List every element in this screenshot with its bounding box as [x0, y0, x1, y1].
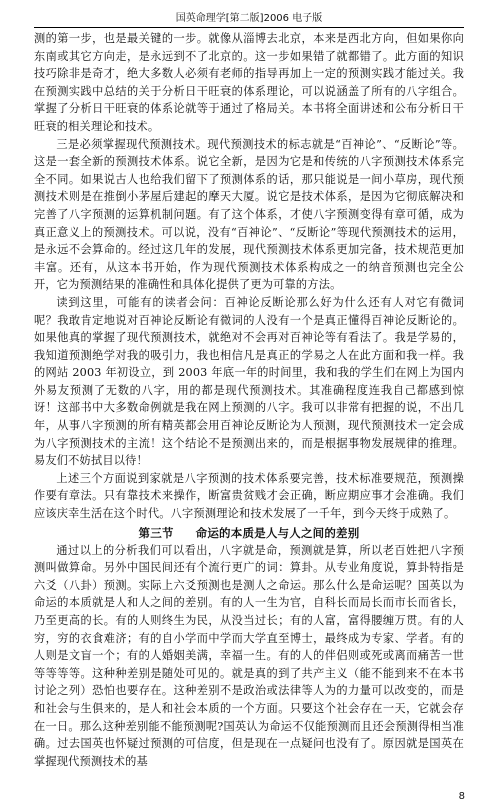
paragraph: 通过以上的分析我们可以看出，八字就是命，预测就是算，所以老百姓把八字预测叫做算命。另外中国民间还有个流行更广的词：算卦。从专业角度说，算卦特指是六爻（八卦）预测。实际上六爻预测也是测人之命运。那么什么是命运呢？国英以为命运的本质就是人和人之间的差别。有的人一生为官，自科长而局长而市长而省长，乃至更高的长。有的人则终生为民，从没当过长；有的人富，富得腰缠万贯。有的人穷，穷的衣食难济；有的自小学而中学而大学直至博士，最终成为专家、学者。有的人则是文盲一个；有的人婚姻美满，幸福一生。有的人的伴侣则或死或离而痛苦一世等等等等。这种种差别是随处可见的。就是真的到了共产主义（能不能到来不在本书讨论之列）恐怕也要存在。这种差别不是政治或法律等人为的力量可以改变的，而是和社会与生俱来的，是人和社会本质的一个方面。只要这个社会存在一天，它就会存在一日。那么这种差别能不能预测呢?国英认为命运不仅能预测而且还会预测得相当准确。过去国英也怀疑过预测的可信度，但是现在一点疑问也没有了。原因就是国英在掌握现代预测技术的基 [34, 543, 464, 768]
section-heading [34, 524, 464, 542]
section-number: 第三节 [138, 525, 174, 540]
page-number: 8 [458, 791, 465, 802]
paragraph: 三是必须掌握现代预测技术。现代预测技术的标志就是“百神论”、“反断论”等。这是一套全新的预测技术体系。说它全新，是因为它是和传统的八字预测技术体系完全不同。如果说古人也给我们留下了预测体系的话，那只能说是一间小草房，现代预测技术则是在推倒小茅屋后建起的摩天大厦。说它是技术体系，是因为它彻底解决和完善了八字预测的运算机制问题。有了这个体系，才使八字预测变得有章可循，成为真正意义上的预测技术。可以说，没有“百神论”、“反断论”等现代预测技术的运用，是永远不会算命的。经过这几年的发展，现代预测技术体系更加完备，技术规范更加丰富。还有，从这本书开始，作为现代预测技术体系构成之一的纳音预测也完全公开，它为预测结果的准确性和具体化提供了更为可靠的方法。 [34, 137, 464, 292]
paragraph: 读到这里，可能有的读者会问：百神论反断论那么好为什么还有人对它有微词呢？我敢肯定地说对百神论反断论有微词的人没有一个是真正懂得百神论反断论的。如果他真的掌握了现代预测技术，就绝对不会再对百神论等有看法了。我是学易的，我知道预测绝学对我的吸引力，我也相信凡是真正的学易之人在此方面和我一样。我的网站 2003 年初设立，到 2003 年底一年的时间里，我和我的学生们在网上为国内外易友预测了无数的八字，用的都是现代预测技术。其准确程度连我自己都感到惊讶！这部书中大多数命例就是我在网上预测的八字。我可以非常有把握的说，不出几年，从事八字预测的所有精英都会用百神论反断论为人预测，现代预测技术一定会成为八字预测技术的主流！这个结论不是预测出来的，而是根据事物发展规律的推理。易友们不妨拭目以待！ [34, 295, 464, 468]
page-body [34, 30, 464, 770]
paragraph-continued: 测的第一步，也是最关键的一步。就像从淄博去北京，本来是西北方向，但如果你向东南或其它方向走，是永远到不了北京的。这一步如果错了就都错了。此方面的知识技巧除非是奇才，绝大多数人必须有老师的指导再加上一定的预测实践才能过关。我在预测实践中总结的关于分析日干旺衰的体系理论，可以说涵盖了所有的八字组合。掌握了分析日干旺衰的体系论就等于通过了格局关。本书将全面讲述和公布分析日干旺衰的相关理论和技术。 [34, 32, 464, 133]
running-header: 国英命理学[第二版]2006 电子版 [175, 13, 323, 24]
header-rule [34, 27, 464, 28]
paragraph: 上述三个方面说到家就是八字预测的技术体系要完善，技术标准要规范，预测操作要有章法。只有靠技术来操作，断富贵贫贱才会正确，断应期应事才会准确。我们应该庆幸生活在这个时代。八字预测理论和技术发展了一千年，到今天终于成熟了。 [34, 471, 464, 521]
section-title: 命运的本质是人与人之间的差别 [195, 525, 360, 540]
